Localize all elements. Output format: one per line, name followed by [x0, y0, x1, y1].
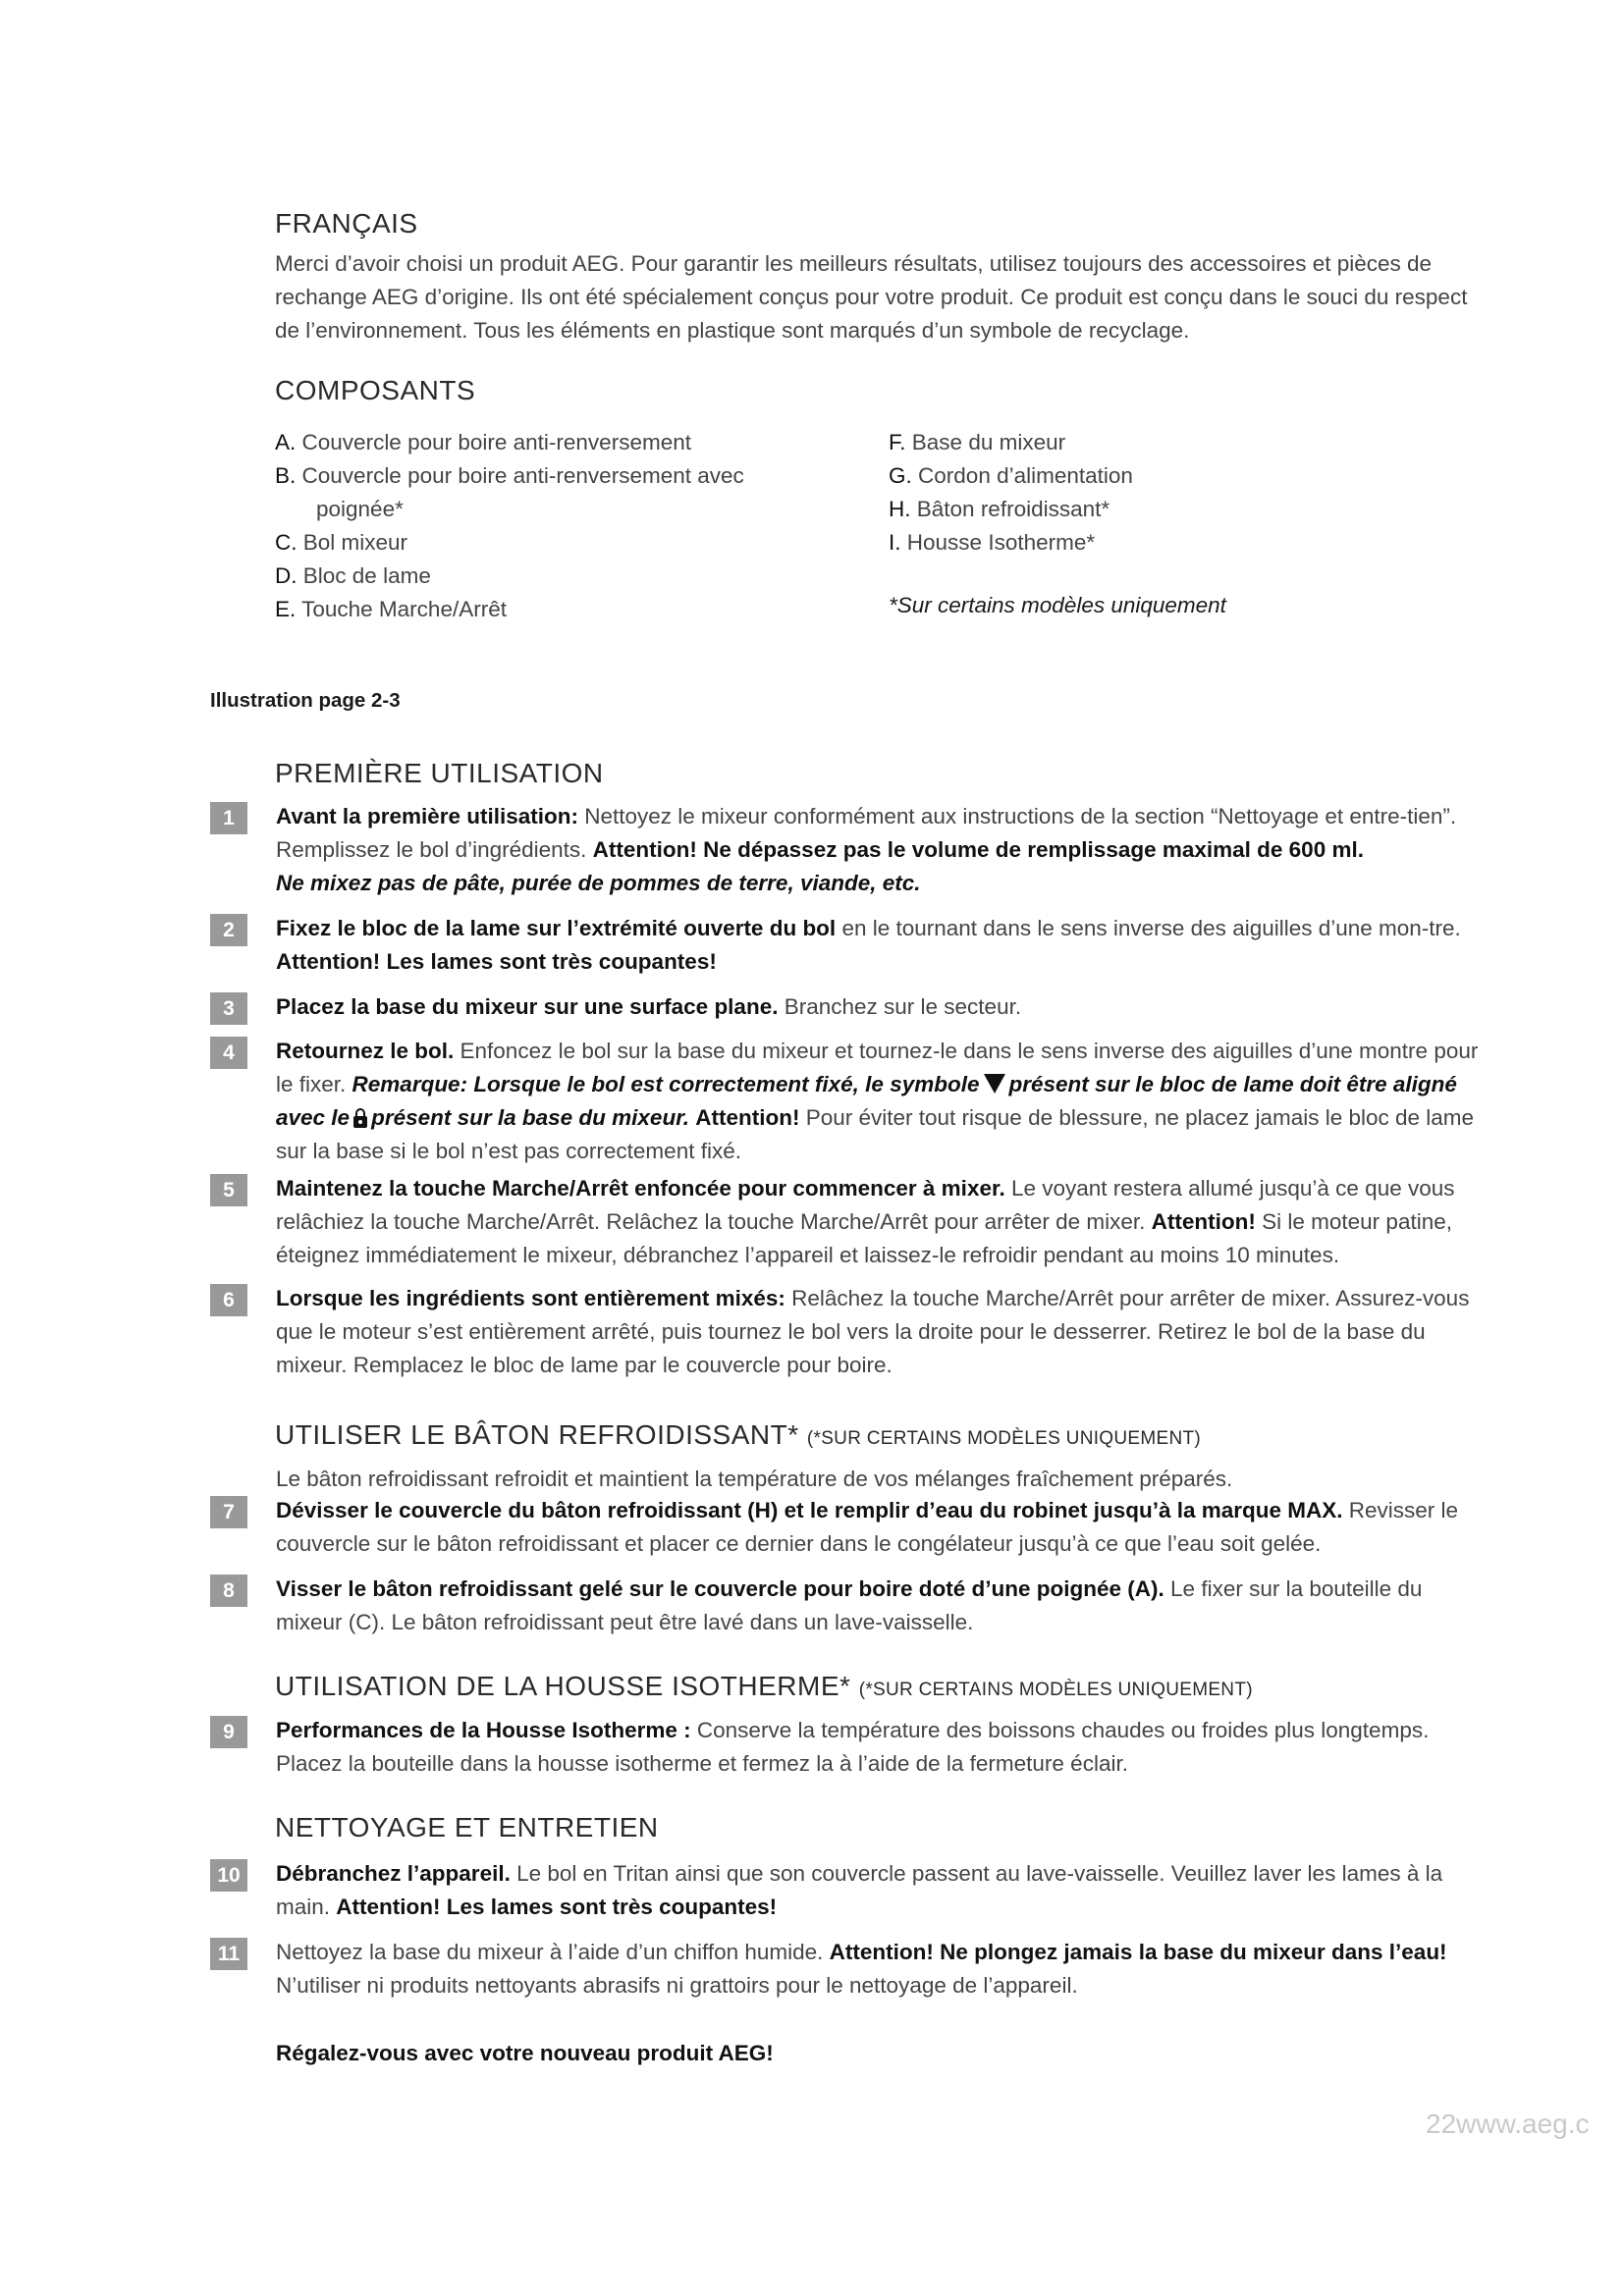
isotherm-subtitle: (*SUR CERTAINS MODÈLES UNIQUEMENT): [858, 1680, 1253, 1700]
intro-paragraph: Merci d’avoir choisi un produit AEG. Pour garantir les meilleurs résultats, utilisez toujours des accessoires et pièces de rechange AEG d’origine. Ils ont été spécialement conçus pour votre produit. Ce produit est conçu dans le souci du respect de l’environnement. Tous les éléments en plastique sont marqués d’un symbole de recyclage.: [275, 251, 1468, 343]
step-number-badge: 8: [210, 1575, 247, 1607]
isotherm-heading: UTILISATION DE LA HOUSSE ISOTHERME* (*SUR CERTAINS MODÈLES UNIQUEMENT): [275, 1671, 1253, 1701]
component-letter: F.: [889, 430, 906, 454]
step-text: Retournez le bol. Enfoncez le bol sur la base du mixeur et tournez-le dans le sens inverse des aiguilles d’une montre pour le fixer. Remarque: Lorsque le bol est correctement fixé, le symbole présent sur le bloc de lame doit être aligné avec le présent sur la base du mixeur. Attention! Pour éviter tout risque de blessure, ne placez jamais le bloc de lame sur la base si le bol n’est pas correctement fixé.: [276, 1039, 1479, 1163]
component-item: [275, 459, 744, 493]
cooling-stick-subtitle: (*SUR CERTAINS MODÈLES UNIQUEMENT): [806, 1428, 1202, 1449]
component-item: [275, 426, 744, 459]
component-item: [275, 593, 744, 626]
component-text: Base du mixeur: [911, 430, 1066, 454]
step-number-badge: 4: [210, 1037, 247, 1069]
component-letter: B.: [275, 463, 297, 488]
step-number-badge: 10: [210, 1859, 247, 1892]
component-item: [889, 526, 1133, 560]
component-text: Housse Isotherme*: [906, 530, 1096, 555]
step-text: Débranchez l’appareil. Le bol en Tritan ainsi que son couvercle passent au lave-vaisselle. Veuillez laver les lames à la main. Attention! Les lames sont très coupantes!: [276, 1861, 1443, 1919]
step-text: Nettoyez la base du mixeur à l’aide d’un chiffon humide. Attention! Ne plongez jamais la base du mixeur dans l’eau! N’utiliser ni produits nettoyants abrasifs ni grattoirs pour le nettoyage de l’appareil.: [276, 1940, 1447, 1998]
component-item: [275, 526, 744, 560]
step-number-badge: 9: [210, 1716, 247, 1748]
step-text: Performances de la Housse Isotherme : Conserve la température des boissons chaudes ou froides plus longtemps. Placez la bouteille dans la housse isotherme et fermez la à l’aide de la fermeture éclair.: [276, 1718, 1430, 1776]
step-text: Maintenez la touche Marche/Arrêt enfoncée pour commencer à mixer. Le voyant restera allumé jusqu’à ce que vous relâchiez la touche Marche/Arrêt. Relâchez la touche Marche/Arrêt pour arrêter de mixer. Attention! Si le moteur patine, éteignez immédiatement le mixeur, débranchez l’appareil et laissez-le refroidir pendant au moins 10 minutes.: [276, 1176, 1455, 1267]
step-number-badge: 2: [210, 914, 247, 946]
step-number-badge: 5: [210, 1174, 247, 1206]
step-text: Placez la base du mixeur sur une surface plane. Branchez sur le secteur.: [276, 994, 1022, 1019]
closing-line: Régalez-vous avec votre nouveau produit AEG!: [276, 2041, 774, 2065]
component-text: Couvercle pour boire anti-renversement avec: [301, 463, 744, 488]
step-number-badge: 3: [210, 992, 247, 1025]
component-text: Touche Marche/Arrêt: [301, 597, 507, 621]
language-heading: FRANÇAIS: [275, 208, 418, 239]
step-number-badge: 1: [210, 802, 247, 834]
illustration-reference: Illustration page 2-3: [210, 689, 401, 712]
component-item-continued: poignée*: [316, 497, 404, 521]
step-number-badge: 6: [210, 1284, 247, 1316]
components-list-left: [275, 426, 744, 626]
step-text: Fixez le bloc de la lame sur l’extrémité ouverte du bol en le tournant dans le sens inverse des aiguilles d’une mon-tre. Attention! Les lames sont très coupantes!: [276, 916, 1461, 974]
cooling-stick-intro: Le bâton refroidissant refroidit et maintient la température de vos mélanges fraîchement préparés.: [276, 1467, 1233, 1491]
step-text: Avant la première utilisation: Nettoyez le mixeur conformément aux instructions de la section “Nettoyage et entre-tien”. Remplissez le bol d’ingrédients. Attention! Ne dépassez pas le volume de remplissage maximal de 600 ml. Ne mixez pas de pâte, purée de pommes de terre, viande, etc.: [276, 804, 1457, 895]
component-letter: C.: [275, 530, 298, 555]
components-heading: COMPOSANTS: [275, 375, 476, 405]
models-footnote: *Sur certains modèles uniquement: [889, 593, 1226, 617]
step-text: Dévisser le couvercle du bâton refroidissant (H) et le remplir d’eau du robinet jusqu’à la marque MAX. Revisser le couvercle sur le bâton refroidissant et placer ce dernier dans le congélateur jusqu’à ce que l’eau soit gelée.: [276, 1498, 1459, 1556]
component-text: Bâton refroidissant*: [916, 497, 1110, 521]
component-letter: D.: [275, 563, 298, 588]
component-text: Cordon d’alimentation: [918, 463, 1133, 488]
step-text: Lorsque les ingrédients sont entièrement mixés: Relâchez la touche Marche/Arrêt pour arrêter de mixer. Assurez-vous que le moteur s’est entièrement arrêté, puis tournez le bol vers la droite pour le desserrer. Retirez le bol de la base du mixeur. Remplacez le bloc de lame par le couvercle pour boire.: [276, 1286, 1470, 1377]
component-text: Couvercle pour boire anti-renversement: [301, 430, 691, 454]
component-item: [889, 493, 1133, 526]
triangle-down-icon: [984, 1074, 1005, 1094]
step-number-badge: 11: [210, 1938, 247, 1970]
component-letter: H.: [889, 497, 911, 521]
component-item: [889, 459, 1133, 493]
component-letter: I.: [889, 530, 901, 555]
component-letter: E.: [275, 597, 297, 621]
lock-icon: [352, 1107, 368, 1129]
cleaning-heading: NETTOYAGE ET ENTRETIEN: [275, 1812, 659, 1842]
component-text: Bol mixeur: [302, 530, 408, 555]
step-text: Visser le bâton refroidissant gelé sur le couvercle pour boire doté d’une poignée (A). Le fixer sur la bouteille du mixeur (C). Le bâton refroidissant peut être lavé dans un lave-vaisselle.: [276, 1576, 1423, 1634]
component-letter: A.: [275, 430, 297, 454]
cooling-stick-heading: UTILISER LE BÂTON REFROIDISSANT* (*SUR CERTAINS MODÈLES UNIQUEMENT): [275, 1419, 1202, 1450]
component-item: [889, 426, 1133, 459]
component-letter: G.: [889, 463, 912, 488]
components-list-right: [889, 426, 1133, 560]
component-item: [275, 560, 744, 593]
watermark-text: 22www.aeg.c: [1426, 2109, 1590, 2139]
step-number-badge: 7: [210, 1496, 247, 1528]
component-text: Bloc de lame: [302, 563, 431, 588]
first-use-heading: PREMIÈRE UTILISATION: [275, 758, 604, 788]
